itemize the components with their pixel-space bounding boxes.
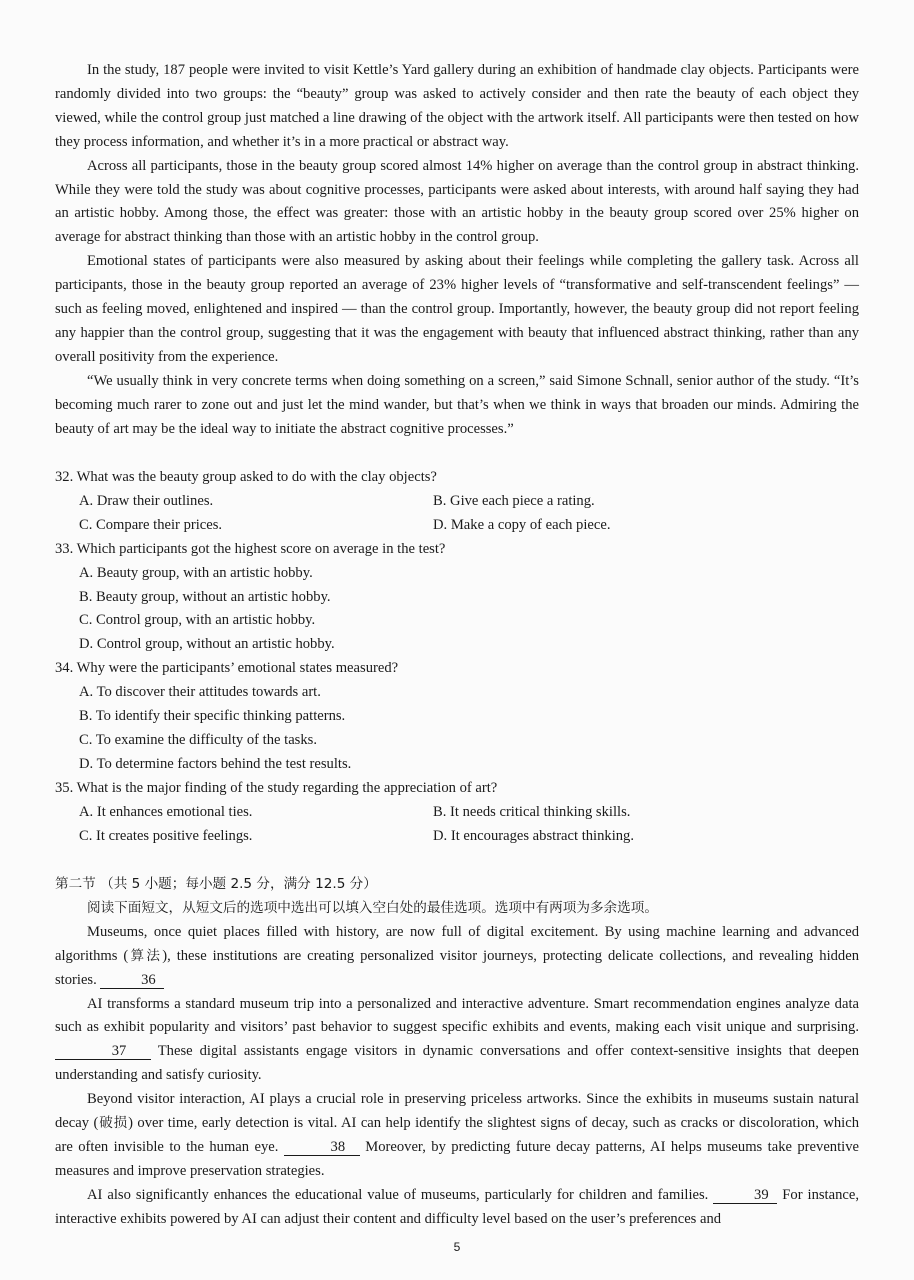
question-34-option-c: C. To examine the difficulty of the tasks. (79, 731, 317, 748)
question-32-options-row-1 (55, 490, 859, 514)
cloze-p4-text-1: AI also significantly enhances the educational value of museums, particularly for children and families. (87, 1186, 709, 1203)
cloze-p1-chinese-gloss: 算法 (128, 947, 163, 964)
question-35-option-a: A. It enhances emotional ties. (79, 803, 253, 820)
page-number: 5 (453, 1240, 461, 1254)
question-34-option-a: A. To discover their attitudes towards art. (79, 684, 321, 701)
passage-paragraph-4: “We usually think in very concrete terms when doing something on a screen,” said Simone Schnall, senior author of the study. “It’s becoming much rarer to zone out and just let the mind wander, but that’s when we think in ways that broaden our minds. Admiring the beauty of art may be the ideal way to initiate the abstract cognitive processes.” (55, 372, 859, 437)
cloze-p1-text-2: ), these institutions are creating personalized visitor journeys, protecting delicate collections, and revealing hidden stories. (55, 947, 860, 988)
cloze-p3-chinese-gloss: 破损 (98, 1115, 129, 1132)
question-35-option-c: C. It creates positive feelings. (79, 827, 253, 844)
cloze-paragraph-4 (55, 1184, 859, 1232)
reading-passage (55, 59, 859, 442)
cloze-paragraph-3 (55, 1088, 859, 1184)
blank-38[interactable]: 38 (284, 1139, 360, 1156)
question-33-stem: 33. Which participants got the highest score on average in the test? (55, 540, 446, 557)
question-35-stem: 35. What is the major finding of the study regarding the appreciation of art? (55, 779, 498, 796)
cloze-p4-text-2: For instance, interactive exhibits powered by AI can adjust their content and difficulty level based on the user’s preferences and (55, 1186, 859, 1227)
question-35-options-row-2 (55, 825, 859, 849)
passage-paragraph-2: Across all participants, those in the beauty group scored almost 14% higher on average than the control group in abstract thinking. While they were told the study was about cognitive processes, participants were asked about interests, with around half saying they had an artistic hobby. Among those, the effect was greater: those with an artistic hobby in the beauty group scored over 25% higher on average for abstract thinking than those with an artistic hobby in the control group. (55, 157, 859, 246)
question-35-option-d: D. It encourages abstract thinking. (433, 827, 635, 844)
question-32-options-row-2 (55, 514, 859, 538)
question-list (55, 466, 859, 849)
question-32-stem: 32. What was the beauty group asked to do with the clay objects? (55, 469, 437, 485)
question-33-option-d: D. Control group, without an artistic hobby. (79, 636, 335, 653)
blank-37[interactable]: 37 (55, 1043, 151, 1060)
question-33-option-c: C. Control group, with an artistic hobby. (79, 612, 316, 629)
cloze-p3-text-3: Moreover, by predicting future decay patterns, AI helps museums take preventive measures and improve preservation strategies. (55, 1138, 859, 1179)
question-33-option-b: B. Beauty group, without an artistic hobby. (79, 588, 331, 605)
question-34-option-d: D. To determine factors behind the test results. (79, 755, 352, 772)
passage-paragraph-1: In the study, 187 people were invited to visit Kettle’s Yard gallery during an exhibition of handmade clay objects. Participants were randomly divided into two groups: the “beauty” group was asked to actively consider and then rate the beauty of each object they viewed, while the control group just matched a line drawing of the object with the artwork itself. All participants were then tested on how they process information, and whether it’s in a more practical or abstract way. (55, 62, 859, 150)
question-35-option-b: B. It needs critical thinking skills. (433, 803, 631, 820)
question-34-option-b: B. To identify their specific thinking patterns. (79, 708, 346, 725)
question-34-stem: 34. Why were the participants’ emotional states measured? (55, 660, 399, 677)
question-33-option-a: A. Beauty group, with an artistic hobby. (79, 564, 313, 581)
cloze-p2-text-2: These digital assistants engage visitors in dynamic conversations and offer context-sensitive insights that deepen understanding and satisfy curiosity. (55, 1043, 859, 1084)
blank-39[interactable]: 39 (713, 1187, 777, 1204)
section-two-heading: 第二节 （共 5 小题；每小题 2.5 分，满分 12.5 分） (55, 876, 377, 892)
cloze-paragraph-1 (55, 921, 859, 993)
cloze-p3-text-2: ) over time, early detection is vital. AI can help identify the slightest signs of decay, such as cracks or discoloration, which are often invisible to the human eye. (55, 1115, 860, 1155)
question-35-options-row-1 (55, 801, 859, 825)
section-two-instruction: 阅读下面短文，从短文后的选项中选出可以填入空白处的最佳选项。选项中有两项为多余选项。 (87, 899, 658, 916)
blank-36[interactable]: 36 (100, 972, 164, 989)
question-32-option-a: A. Draw their outlines. (79, 492, 214, 509)
cloze-p1-text-1: Museums, once quiet places filled with history, are now full of digital excitement. By using machine learning and advanced algorithms ( (55, 923, 859, 964)
passage-paragraph-3: Emotional states of participants were also measured by asking about their feelings while completing the gallery task. Across all participants, those in the beauty group reported an average of 23% higher levels of “transformative and self-transcendent feelings” — such as feeling moved, enlightened and inspired — than the control group. Importantly, however, the beauty group did not report feeling any happier than the control group, suggesting that it was the engagement with beauty that influenced abstract thinking, rather than any overall positivity from the experience. (55, 253, 859, 365)
section-two (55, 873, 859, 1232)
question-32-option-b: B. Give each piece a rating. (433, 492, 595, 509)
question-32-option-d: D. Make a copy of each piece. (433, 516, 611, 533)
cloze-paragraph-2 (55, 993, 859, 1089)
question-32-option-c: C. Compare their prices. (79, 516, 223, 533)
cloze-p3-text-1: Beyond visitor interaction, AI plays a crucial role in preserving priceless artworks. Since the exhibits in museums sustain natural decay ( (55, 1091, 859, 1132)
cloze-p2-text-1: AI transforms a standard museum trip into a personalized and interactive adventure. Smart recommendation engines analyze data such as exhibit popularity and visitors’ past behavior to suggest specific exhibits and events, making each visit unique and surprising. (55, 995, 859, 1036)
